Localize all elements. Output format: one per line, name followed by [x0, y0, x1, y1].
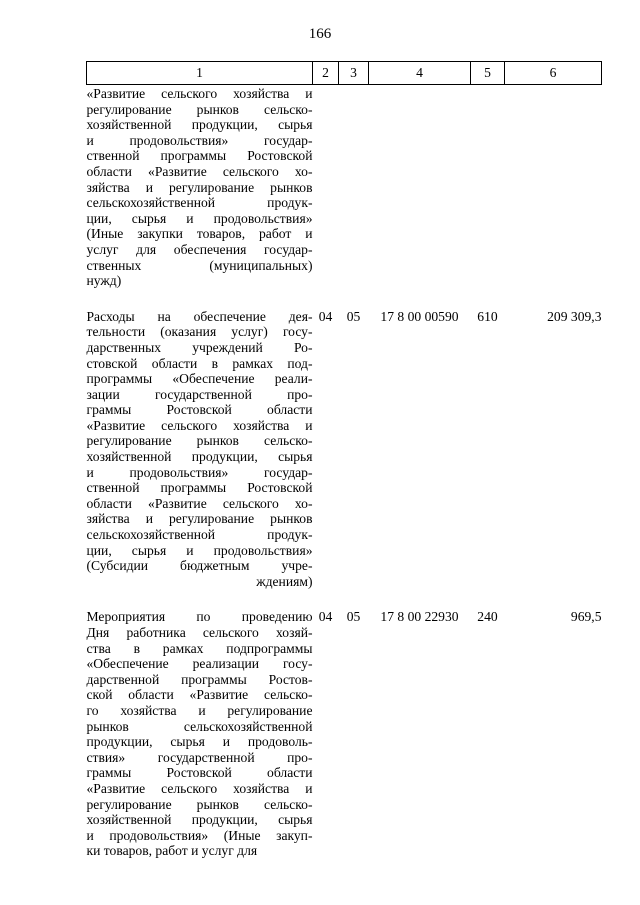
- table-header-row: [87, 62, 602, 85]
- description-line: сельскохозяйственной продук-: [86, 195, 313, 211]
- row-description: [87, 309, 313, 590]
- description-line: ственных (муниципальных): [86, 257, 313, 273]
- description-line: стовской области в рамках под-: [86, 355, 313, 371]
- description-line: программы «Обеспечение реали-: [86, 371, 313, 387]
- row-description: [87, 609, 313, 859]
- description-line: области «Развитие сельского хо-: [86, 163, 313, 179]
- description-line: хозяйственной продукции, сырья: [86, 117, 313, 133]
- page-number: 166: [308, 26, 332, 42]
- description-line: ственной программы Ростовской: [86, 480, 313, 496]
- description-line: сельскохозяйственной продук-: [86, 527, 313, 543]
- description-line: ции, сырья и продовольствия»: [86, 542, 313, 558]
- cell-subsection: 05: [346, 609, 361, 625]
- cell-target-code: 17 8 00 00590: [380, 308, 459, 324]
- cell-section: [313, 85, 339, 289]
- cell-target-code: [369, 85, 471, 289]
- description-line: «Развитие сельского хозяйства и: [86, 417, 313, 433]
- description-line: зяйства и регулирование рынков: [86, 511, 313, 527]
- description-line: услуг для обеспечения государ-: [86, 241, 313, 257]
- description-line: и продовольствия» (Иные закуп-: [86, 827, 313, 843]
- description-line: дарственной программы Ростов-: [86, 671, 313, 687]
- description-line: хозяйственной продукции, сырья: [86, 812, 313, 828]
- description-line: и продовольствия» государ-: [86, 464, 313, 480]
- description-line: дарственных учреждений Ро-: [86, 339, 313, 355]
- description-line: регулирование рынков сельско-: [86, 796, 313, 812]
- description-line: «Развитие сельского хозяйства и: [86, 86, 313, 101]
- description-line: продукции, сырья и продоволь-: [86, 734, 313, 750]
- description-line: регулирование рынков сельско-: [86, 433, 313, 449]
- description-line: ской области «Развитие сельско-: [86, 687, 313, 703]
- header-col-5: 5: [471, 62, 505, 85]
- description-line: (Субсидии бюджетным учре-: [86, 558, 313, 574]
- description-line: Расходы на обеспечение дея-: [86, 308, 313, 324]
- row-description: [87, 85, 313, 289]
- description-line: (Иные закупки товаров, работ и: [86, 226, 313, 242]
- row-spacer: [87, 589, 602, 609]
- description-line: «Развитие сельского хозяйства и: [86, 780, 313, 796]
- table-row: [87, 309, 602, 590]
- cell-expense-type: 240: [477, 609, 498, 625]
- row-spacer: [87, 289, 602, 309]
- table-row: [87, 85, 602, 289]
- description-line: го хозяйства и регулирование: [86, 702, 313, 718]
- description-line: тельности (оказания услуг) госу-: [86, 324, 313, 340]
- description-line: Дня работника сельского хозяй-: [86, 625, 313, 640]
- description-line: регулирование рынков сельско-: [86, 101, 313, 117]
- cell-amount: 209 309,3: [547, 308, 602, 324]
- cell-expense-type: 610: [477, 308, 498, 324]
- header-col-4: 4: [369, 62, 471, 85]
- description-line: зяйства и регулирование рынков: [86, 179, 313, 195]
- description-line: ции, сырья и продовольствия»: [86, 210, 313, 226]
- description-line: граммы Ростовской области: [86, 402, 313, 418]
- description-line: области «Развитие сельского хо-: [86, 495, 313, 511]
- description-line: рынков сельскохозяйственной: [86, 718, 313, 734]
- description-line: нужд): [86, 273, 122, 289]
- cell-amount: 969,5: [570, 609, 602, 625]
- description-line: «Обеспечение реализации госу-: [86, 656, 313, 672]
- description-line: ждениям): [256, 573, 313, 589]
- description-line: и продовольствия» государ-: [86, 132, 313, 148]
- table-row: [87, 609, 602, 859]
- cell-section: 04: [318, 609, 333, 625]
- description-line: Мероприятия по проведению: [86, 609, 313, 625]
- header-col-3: 3: [339, 62, 369, 85]
- cell-subsection: 05: [346, 308, 361, 324]
- cell-target-code: 17 8 00 22930: [380, 609, 459, 625]
- cell-subsection: [339, 85, 369, 289]
- description-line: ствия» государственной про-: [86, 749, 313, 765]
- description-line: ки товаров, работ и услуг для: [86, 843, 258, 859]
- header-col-6: 6: [505, 62, 602, 85]
- description-line: граммы Ростовской области: [86, 765, 313, 781]
- header-col-2: 2: [313, 62, 339, 85]
- description-line: хозяйственной продукции, сырья: [86, 449, 313, 465]
- cell-expense-type: [471, 85, 505, 289]
- description-line: ственной программы Ростовской: [86, 148, 313, 164]
- description-line: ства в рамках подпрограммы: [86, 640, 313, 656]
- budget-table: [86, 61, 602, 859]
- header-col-1: 1: [87, 62, 313, 85]
- cell-section: 04: [318, 308, 333, 324]
- description-line: зации государственной про-: [86, 386, 313, 402]
- cell-amount: [505, 85, 602, 289]
